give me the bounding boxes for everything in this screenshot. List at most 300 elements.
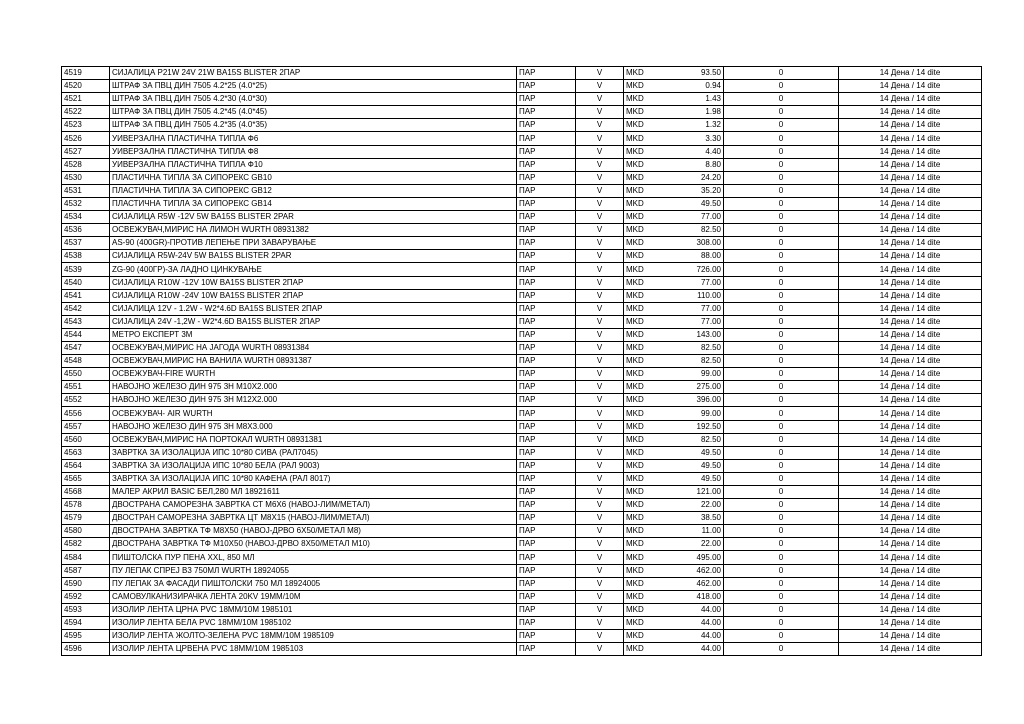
item-name-cell: СИЈАЛИЦА R10W -24V 10W BA15S BLISTER 2ПАР [110, 289, 517, 302]
currency-cell: MKD [624, 381, 653, 394]
unit-cell: ПАР [517, 93, 576, 106]
currency-cell: MKD [624, 276, 653, 289]
unit-cell: ПАР [517, 328, 576, 341]
table-row [62, 433, 982, 446]
unit-cell: ПАР [517, 590, 576, 603]
quantity-cell: 0 [724, 381, 839, 394]
price-cell: 462.00 [652, 564, 724, 577]
table-row [62, 368, 982, 381]
vat-flag-cell: V [576, 302, 624, 315]
quantity-cell: 0 [724, 119, 839, 132]
item-name-cell: ОСВЕЖУВАЧ,МИРИС НА ЈАГОДА WURTH 08931384 [110, 341, 517, 354]
item-name-cell: УИВЕРЗАЛНА ПЛАСТИЧНА ТИПЛА Ф10 [110, 158, 517, 171]
item-code-cell: 4552 [62, 394, 110, 407]
delivery-time-cell: 14 Дена / 14 dite [839, 211, 982, 224]
currency-cell: MKD [624, 80, 653, 93]
currency-cell: MKD [624, 603, 653, 616]
table-row [62, 276, 982, 289]
item-name-cell: ИЗОЛИР ЛЕНТА БЕЛА PVC 18MM/10M 1985102 [110, 616, 517, 629]
quantity-cell: 0 [724, 472, 839, 485]
currency-cell: MKD [624, 564, 653, 577]
vat-flag-cell: V [576, 538, 624, 551]
vat-flag-cell: V [576, 368, 624, 381]
delivery-time-cell: 14 Дена / 14 dite [839, 512, 982, 525]
price-cell: 143.00 [652, 328, 724, 341]
table-row [62, 643, 982, 656]
currency-cell: MKD [624, 499, 653, 512]
currency-cell: MKD [624, 184, 653, 197]
item-name-cell: ЗАВРТКА ЗА ИЗОЛАЦИЈА ИПС 10*80 КАФЕНА (РАЛ 8017) [110, 472, 517, 485]
quantity-cell: 0 [724, 446, 839, 459]
unit-cell: ПАР [517, 67, 576, 80]
price-cell: 44.00 [652, 643, 724, 656]
item-name-cell: ШТРАФ ЗА ПВЦ ДИН 7505 4.2*25 (4.0*25) [110, 80, 517, 93]
item-name-cell: ДВОСТРАНА САМОРЕЗНА ЗАВРТКА СТ М6Х6 (НАВОЈ-ЛИМ/МЕТАЛ) [110, 499, 517, 512]
unit-cell: ПАР [517, 355, 576, 368]
item-name-cell: ОСВЕЖУВАЧ,МИРИС НА ПОРТОКАЛ WURTH 08931381 [110, 433, 517, 446]
unit-cell: ПАР [517, 145, 576, 158]
vat-flag-cell: V [576, 446, 624, 459]
item-code-cell: 4587 [62, 564, 110, 577]
unit-cell: ПАР [517, 446, 576, 459]
price-cell: 49.50 [652, 197, 724, 210]
unit-cell: ПАР [517, 224, 576, 237]
price-cell: 82.50 [652, 355, 724, 368]
price-cell: 49.50 [652, 446, 724, 459]
item-code-cell: 4519 [62, 67, 110, 80]
table-row [62, 158, 982, 171]
currency-cell: MKD [624, 433, 653, 446]
unit-cell: ПАР [517, 158, 576, 171]
unit-cell: ПАР [517, 250, 576, 263]
unit-cell: ПАР [517, 433, 576, 446]
delivery-time-cell: 14 Дена / 14 dite [839, 472, 982, 485]
unit-cell: ПАР [517, 368, 576, 381]
price-cell: 396.00 [652, 394, 724, 407]
quantity-cell: 0 [724, 420, 839, 433]
currency-cell: MKD [624, 486, 653, 499]
item-code-cell: 4528 [62, 158, 110, 171]
currency-cell: MKD [624, 577, 653, 590]
table-row [62, 538, 982, 551]
item-name-cell: ОСВЕЖУВАЧ,МИРИС НА ЛИМОН WURTH 08931382 [110, 224, 517, 237]
vat-flag-cell: V [576, 67, 624, 80]
item-code-cell: 4526 [62, 132, 110, 145]
item-name-cell: AS-90 (400GR)-ПРОТИВ ЛЕПЕЊЕ ПРИ ЗАВАРУВАЊЕ [110, 237, 517, 250]
delivery-time-cell: 14 Дена / 14 dite [839, 67, 982, 80]
currency-cell: MKD [624, 315, 653, 328]
currency-cell: MKD [624, 132, 653, 145]
item-name-cell: СИЈАЛИЦА 24V -1,2W - W2*4.6D BA15S BLISTER 2ПАР [110, 315, 517, 328]
delivery-time-cell: 14 Дена / 14 dite [839, 564, 982, 577]
item-code-cell: 4541 [62, 289, 110, 302]
table-row [62, 106, 982, 119]
quantity-cell: 0 [724, 433, 839, 446]
table-row [62, 263, 982, 276]
price-cell: 44.00 [652, 630, 724, 643]
unit-cell: ПАР [517, 119, 576, 132]
quantity-cell: 0 [724, 93, 839, 106]
table-row [62, 315, 982, 328]
quantity-cell: 0 [724, 106, 839, 119]
quantity-cell: 0 [724, 577, 839, 590]
price-cell: 192.50 [652, 420, 724, 433]
price-list-table [61, 66, 982, 656]
vat-flag-cell: V [576, 616, 624, 629]
currency-cell: MKD [624, 420, 653, 433]
item-name-cell: ПЛАСТИЧНА ТИПЛА ЗА СИПОРЕКС GB12 [110, 184, 517, 197]
unit-cell: ПАР [517, 106, 576, 119]
vat-flag-cell: V [576, 355, 624, 368]
vat-flag-cell: V [576, 289, 624, 302]
delivery-time-cell: 14 Дена / 14 dite [839, 106, 982, 119]
delivery-time-cell: 14 Дена / 14 dite [839, 276, 982, 289]
table-row [62, 499, 982, 512]
currency-cell: MKD [624, 368, 653, 381]
delivery-time-cell: 14 Дена / 14 dite [839, 433, 982, 446]
table-row [62, 80, 982, 93]
item-name-cell: МЕТРО ЕКСПЕРТ 3М [110, 328, 517, 341]
price-cell: 77.00 [652, 315, 724, 328]
item-name-cell: ПИШТОЛСКА ПУР ПЕНА XXL, 850 МЛ [110, 551, 517, 564]
delivery-time-cell: 14 Дена / 14 dite [839, 328, 982, 341]
currency-cell: MKD [624, 328, 653, 341]
price-cell: 121.00 [652, 486, 724, 499]
currency-cell: MKD [624, 525, 653, 538]
unit-cell: ПАР [517, 341, 576, 354]
currency-cell: MKD [624, 289, 653, 302]
delivery-time-cell: 14 Дена / 14 dite [839, 486, 982, 499]
item-code-cell: 4593 [62, 603, 110, 616]
vat-flag-cell: V [576, 603, 624, 616]
currency-cell: MKD [624, 616, 653, 629]
price-cell: 1.98 [652, 106, 724, 119]
unit-cell: ПАР [517, 616, 576, 629]
delivery-time-cell: 14 Дена / 14 dite [839, 525, 982, 538]
quantity-cell: 0 [724, 603, 839, 616]
item-name-cell: ZG-90 (400ГР)-ЗА ЛАДНО ЦИНКУВАЊЕ [110, 263, 517, 276]
item-code-cell: 4538 [62, 250, 110, 263]
item-name-cell: ШТРАФ ЗА ПВЦ ДИН 7505 4.2*45 (4.0*45) [110, 106, 517, 119]
delivery-time-cell: 14 Дена / 14 dite [839, 616, 982, 629]
price-cell: 99.00 [652, 368, 724, 381]
item-code-cell: 4531 [62, 184, 110, 197]
table-row [62, 512, 982, 525]
currency-cell: MKD [624, 237, 653, 250]
vat-flag-cell: V [576, 132, 624, 145]
table-row [62, 224, 982, 237]
quantity-cell: 0 [724, 132, 839, 145]
price-cell: 44.00 [652, 616, 724, 629]
item-name-cell: ПУ ЛЕПАК СПРЕЈ B3 750МЛ WURTH 18924055 [110, 564, 517, 577]
vat-flag-cell: V [576, 577, 624, 590]
delivery-time-cell: 14 Дена / 14 dite [839, 603, 982, 616]
item-name-cell: ДВОСТРАН САМОРЕЗНА ЗАВРТКА ЦТ М8Х15 (НАВОЈ-ЛИМ/МЕТАЛ) [110, 512, 517, 525]
item-code-cell: 4564 [62, 459, 110, 472]
currency-cell: MKD [624, 250, 653, 263]
vat-flag-cell: V [576, 80, 624, 93]
quantity-cell: 0 [724, 643, 839, 656]
price-cell: 82.50 [652, 433, 724, 446]
item-name-cell: ОСВЕЖУВАЧ- AIR WURTH [110, 407, 517, 420]
currency-cell: MKD [624, 67, 653, 80]
table-row [62, 486, 982, 499]
delivery-time-cell: 14 Дена / 14 dite [839, 250, 982, 263]
delivery-time-cell: 14 Дена / 14 dite [839, 119, 982, 132]
item-name-cell: СИЈАЛИЦА R10W -12V 10W BA15S BLISTER 2ПАР [110, 276, 517, 289]
quantity-cell: 0 [724, 564, 839, 577]
quantity-cell: 0 [724, 250, 839, 263]
unit-cell: ПАР [517, 538, 576, 551]
delivery-time-cell: 14 Дена / 14 dite [839, 630, 982, 643]
price-cell: 8.80 [652, 158, 724, 171]
table-row [62, 341, 982, 354]
price-cell: 726.00 [652, 263, 724, 276]
unit-cell: ПАР [517, 302, 576, 315]
item-name-cell: ДВОСТРАНА ЗАВРТКА ТФ М10Х50 (НАВОЈ-ДРВО 8Х50/МЕТАЛ М10) [110, 538, 517, 551]
delivery-time-cell: 14 Дена / 14 dite [839, 551, 982, 564]
item-code-cell: 4550 [62, 368, 110, 381]
item-code-cell: 4548 [62, 355, 110, 368]
vat-flag-cell: V [576, 315, 624, 328]
vat-flag-cell: V [576, 472, 624, 485]
quantity-cell: 0 [724, 171, 839, 184]
vat-flag-cell: V [576, 328, 624, 341]
item-code-cell: 4539 [62, 263, 110, 276]
item-code-cell: 4540 [62, 276, 110, 289]
currency-cell: MKD [624, 341, 653, 354]
quantity-cell: 0 [724, 512, 839, 525]
item-name-cell: САМОВУЛКАНИЗИРАЧКА ЛЕНТА 20KV 19MM/10M [110, 590, 517, 603]
price-cell: 44.00 [652, 603, 724, 616]
table-row [62, 446, 982, 459]
unit-cell: ПАР [517, 315, 576, 328]
vat-flag-cell: V [576, 499, 624, 512]
unit-cell: ПАР [517, 420, 576, 433]
item-name-cell: НАВОЈНО ЖЕЛЕЗО ДИН 975 3Н М8Х3.000 [110, 420, 517, 433]
quantity-cell: 0 [724, 211, 839, 224]
currency-cell: MKD [624, 590, 653, 603]
currency-cell: MKD [624, 551, 653, 564]
price-cell: 4.40 [652, 145, 724, 158]
item-code-cell: 4542 [62, 302, 110, 315]
vat-flag-cell: V [576, 341, 624, 354]
currency-cell: MKD [624, 355, 653, 368]
currency-cell: MKD [624, 394, 653, 407]
currency-cell: MKD [624, 106, 653, 119]
currency-cell: MKD [624, 643, 653, 656]
item-name-cell: СИЈАЛИЦА R5W-24V 5W BA15S BLISTER 2PAR [110, 250, 517, 263]
item-code-cell: 4565 [62, 472, 110, 485]
price-cell: 275.00 [652, 381, 724, 394]
item-name-cell: ЗАВРТКА ЗА ИЗОЛАЦИЈА ИПС 10*80 СИВА (РАЛ7045) [110, 446, 517, 459]
unit-cell: ПАР [517, 407, 576, 420]
item-name-cell: ИЗОЛИР ЛЕНТА ЦРНА PVC 18MM/10M 1985101 [110, 603, 517, 616]
vat-flag-cell: V [576, 276, 624, 289]
item-code-cell: 4584 [62, 551, 110, 564]
vat-flag-cell: V [576, 263, 624, 276]
unit-cell: ПАР [517, 472, 576, 485]
delivery-time-cell: 14 Дена / 14 dite [839, 315, 982, 328]
unit-cell: ПАР [517, 289, 576, 302]
vat-flag-cell: V [576, 486, 624, 499]
item-name-cell: ШТРАФ ЗА ПВЦ ДИН 7505 4.2*30 (4.0*30) [110, 93, 517, 106]
item-code-cell: 4556 [62, 407, 110, 420]
item-name-cell: ИЗОЛИР ЛЕНТА ЖОЛТО-ЗЕЛЕНА PVC 18MM/10M 1985109 [110, 630, 517, 643]
vat-flag-cell: V [576, 237, 624, 250]
quantity-cell: 0 [724, 590, 839, 603]
item-code-cell: 4590 [62, 577, 110, 590]
currency-cell: MKD [624, 93, 653, 106]
delivery-time-cell: 14 Дена / 14 dite [839, 93, 982, 106]
price-cell: 49.50 [652, 472, 724, 485]
delivery-time-cell: 14 Дена / 14 dite [839, 420, 982, 433]
table-row [62, 328, 982, 341]
item-name-cell: УИВЕРЗАЛНА ПЛАСТИЧНА ТИПЛА Ф8 [110, 145, 517, 158]
quantity-cell: 0 [724, 224, 839, 237]
vat-flag-cell: V [576, 407, 624, 420]
vat-flag-cell: V [576, 93, 624, 106]
unit-cell: ПАР [517, 630, 576, 643]
price-cell: 82.50 [652, 341, 724, 354]
quantity-cell: 0 [724, 616, 839, 629]
unit-cell: ПАР [517, 237, 576, 250]
delivery-time-cell: 14 Дена / 14 dite [839, 446, 982, 459]
table-row [62, 603, 982, 616]
table-row [62, 630, 982, 643]
price-cell: 49.50 [652, 459, 724, 472]
table-row [62, 472, 982, 485]
unit-cell: ПАР [517, 132, 576, 145]
quantity-cell: 0 [724, 289, 839, 302]
delivery-time-cell: 14 Дена / 14 dite [839, 381, 982, 394]
item-name-cell: ИЗОЛИР ЛЕНТА ЦРВЕНА PVC 18MM/10M 1985103 [110, 643, 517, 656]
delivery-time-cell: 14 Дена / 14 dite [839, 341, 982, 354]
item-code-cell: 4522 [62, 106, 110, 119]
quantity-cell: 0 [724, 263, 839, 276]
quantity-cell: 0 [724, 315, 839, 328]
item-name-cell: НАВОЈНО ЖЕЛЕЗО ДИН 975 3Н М12Х2.000 [110, 394, 517, 407]
unit-cell: ПАР [517, 211, 576, 224]
currency-cell: MKD [624, 211, 653, 224]
price-cell: 93.50 [652, 67, 724, 80]
item-name-cell: ЗАВРТКА ЗА ИЗОЛАЦИЈА ИПС 10*80 БЕЛА (РАЛ 9003) [110, 459, 517, 472]
quantity-cell: 0 [724, 459, 839, 472]
quantity-cell: 0 [724, 525, 839, 538]
vat-flag-cell: V [576, 381, 624, 394]
unit-cell: ПАР [517, 171, 576, 184]
vat-flag-cell: V [576, 459, 624, 472]
unit-cell: ПАР [517, 486, 576, 499]
item-code-cell: 4527 [62, 145, 110, 158]
vat-flag-cell: V [576, 564, 624, 577]
currency-cell: MKD [624, 224, 653, 237]
unit-cell: ПАР [517, 643, 576, 656]
item-code-cell: 4594 [62, 616, 110, 629]
unit-cell: ПАР [517, 499, 576, 512]
delivery-time-cell: 14 Дена / 14 dite [839, 263, 982, 276]
price-cell: 77.00 [652, 276, 724, 289]
table-row [62, 197, 982, 210]
table-row [62, 67, 982, 80]
table-row [62, 237, 982, 250]
delivery-time-cell: 14 Дена / 14 dite [839, 407, 982, 420]
item-code-cell: 4543 [62, 315, 110, 328]
quantity-cell: 0 [724, 407, 839, 420]
quantity-cell: 0 [724, 355, 839, 368]
item-code-cell: 4521 [62, 93, 110, 106]
item-name-cell: СИЈАЛИЦА 12V - 1.2W - W2*4.6D BA15S BLISTER 2ПАР [110, 302, 517, 315]
vat-flag-cell: V [576, 171, 624, 184]
delivery-time-cell: 14 Дена / 14 dite [839, 289, 982, 302]
vat-flag-cell: V [576, 145, 624, 158]
item-code-cell: 4532 [62, 197, 110, 210]
price-cell: 82.50 [652, 224, 724, 237]
quantity-cell: 0 [724, 276, 839, 289]
item-name-cell: ПЛАСТИЧНА ТИПЛА ЗА СИПОРЕКС GB10 [110, 171, 517, 184]
quantity-cell: 0 [724, 341, 839, 354]
quantity-cell: 0 [724, 630, 839, 643]
vat-flag-cell: V [576, 420, 624, 433]
table-row [62, 564, 982, 577]
table-row [62, 211, 982, 224]
currency-cell: MKD [624, 171, 653, 184]
table-row [62, 250, 982, 263]
vat-flag-cell: V [576, 158, 624, 171]
item-name-cell: СИЈАЛИЦА R5W -12V 5W BA15S BLISTER 2PAR [110, 211, 517, 224]
price-cell: 1.32 [652, 119, 724, 132]
item-code-cell: 4582 [62, 538, 110, 551]
unit-cell: ПАР [517, 394, 576, 407]
delivery-time-cell: 14 Дена / 14 dite [839, 80, 982, 93]
vat-flag-cell: V [576, 119, 624, 132]
unit-cell: ПАР [517, 577, 576, 590]
quantity-cell: 0 [724, 368, 839, 381]
currency-cell: MKD [624, 158, 653, 171]
quantity-cell: 0 [724, 551, 839, 564]
currency-cell: MKD [624, 538, 653, 551]
quantity-cell: 0 [724, 80, 839, 93]
vat-flag-cell: V [576, 394, 624, 407]
quantity-cell: 0 [724, 394, 839, 407]
unit-cell: ПАР [517, 184, 576, 197]
unit-cell: ПАР [517, 381, 576, 394]
delivery-time-cell: 14 Дена / 14 dite [839, 459, 982, 472]
item-code-cell: 4557 [62, 420, 110, 433]
unit-cell: ПАР [517, 564, 576, 577]
item-name-cell: СИЈАЛИЦА P21W 24V 21W BA15S BLISTER 2ПАР [110, 67, 517, 80]
currency-cell: MKD [624, 630, 653, 643]
vat-flag-cell: V [576, 512, 624, 525]
vat-flag-cell: V [576, 197, 624, 210]
item-code-cell: 4578 [62, 499, 110, 512]
price-cell: 308.00 [652, 237, 724, 250]
item-code-cell: 4595 [62, 630, 110, 643]
item-code-cell: 4547 [62, 341, 110, 354]
quantity-cell: 0 [724, 237, 839, 250]
table-row [62, 184, 982, 197]
item-code-cell: 4520 [62, 80, 110, 93]
item-code-cell: 4536 [62, 224, 110, 237]
item-name-cell: ШТРАФ ЗА ПВЦ ДИН 7505 4.2*35 (4.0*35) [110, 119, 517, 132]
price-cell: 35.20 [652, 184, 724, 197]
price-cell: 38.50 [652, 512, 724, 525]
currency-cell: MKD [624, 197, 653, 210]
table-row [62, 590, 982, 603]
quantity-cell: 0 [724, 328, 839, 341]
delivery-time-cell: 14 Дена / 14 dite [839, 197, 982, 210]
unit-cell: ПАР [517, 603, 576, 616]
